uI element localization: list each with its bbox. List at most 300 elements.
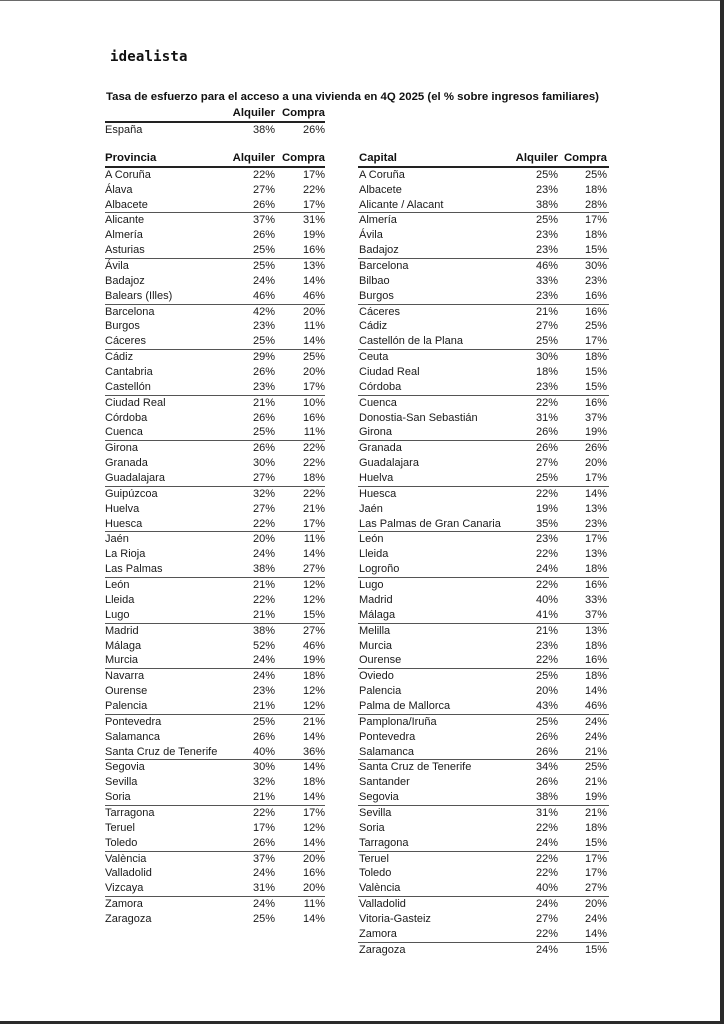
row-alquiler: 23% <box>535 639 558 652</box>
table-row <box>358 790 609 806</box>
compra-header: Compra <box>281 107 325 119</box>
row-name: Pontevedra <box>105 715 162 728</box>
row-alquiler: 21% <box>535 624 558 637</box>
row-compra: 17% <box>584 852 607 865</box>
row-compra: 24% <box>584 912 607 925</box>
row-compra: 14% <box>302 730 325 743</box>
row-name: Huesca <box>105 517 143 530</box>
table-row <box>358 897 609 912</box>
row-name: Jaén <box>105 533 129 546</box>
row-alquiler: 25% <box>252 426 275 439</box>
row-name: Toledo <box>105 836 138 849</box>
row-compra: 18% <box>584 183 607 196</box>
table-row <box>358 653 609 669</box>
row-compra: 25% <box>584 168 607 181</box>
row-name: Burgos <box>105 320 140 333</box>
row-name: Almería <box>105 229 143 242</box>
row-name: Lugo <box>359 579 384 592</box>
table-row <box>358 319 609 334</box>
row-compra: 20% <box>302 305 325 318</box>
row-name: Las Palmas de Gran Canaria <box>359 517 501 530</box>
row-compra: 16% <box>302 244 325 257</box>
row-name: Palencia <box>105 699 148 712</box>
row-compra: 17% <box>302 517 325 530</box>
row-alquiler: 20% <box>535 685 558 698</box>
row-compra: 18% <box>584 351 607 364</box>
row-name: València <box>359 882 401 895</box>
row-alquiler: 26% <box>252 411 275 424</box>
row-name: Zaragoza <box>105 912 152 925</box>
row-compra: 16% <box>584 305 607 318</box>
table-row <box>105 396 325 411</box>
table-row <box>358 259 609 274</box>
row-compra: 13% <box>584 548 607 561</box>
row-name: Las Palmas <box>105 563 163 576</box>
row-alquiler: 23% <box>252 380 275 393</box>
row-compra: 18% <box>584 563 607 576</box>
row-alquiler: 21% <box>252 579 275 592</box>
alquiler-header: Alquiler <box>515 152 558 164</box>
row-compra: 23% <box>584 517 607 530</box>
row-compra: 25% <box>584 761 607 774</box>
row-name: Sevilla <box>105 776 138 789</box>
row-compra: 20% <box>584 457 607 470</box>
table-row <box>358 425 609 441</box>
row-name: Salamanca <box>105 730 161 743</box>
table-row <box>105 836 325 852</box>
row-name: Ourense <box>359 654 402 667</box>
table-row <box>105 866 325 881</box>
table-row <box>358 168 609 183</box>
row-alquiler: 33% <box>535 274 558 287</box>
row-alquiler: 26% <box>252 836 275 849</box>
row-compra: 25% <box>302 351 325 364</box>
row-name: Ciudad Real <box>105 396 166 409</box>
table-row <box>358 715 609 730</box>
row-name: A Coruña <box>359 168 405 181</box>
row-name: Girona <box>359 426 393 439</box>
row-alquiler: 25% <box>252 335 275 348</box>
table-row <box>105 547 325 562</box>
table-row <box>105 745 325 761</box>
row-alquiler: 22% <box>535 852 558 865</box>
row-name: Vizcaya <box>105 882 144 895</box>
row-name: Huesca <box>359 487 397 500</box>
row-alquiler: 21% <box>252 791 275 804</box>
row-alquiler: 25% <box>252 715 275 728</box>
row-alquiler: 52% <box>252 639 275 652</box>
row-name: Ciudad Real <box>359 366 420 379</box>
row-name: Asturias <box>105 244 145 257</box>
idealista-logo: idealista <box>110 49 188 65</box>
row-compra: 46% <box>302 639 325 652</box>
row-name: Palencia <box>359 685 402 698</box>
row-alquiler: 22% <box>535 927 558 940</box>
row-compra: 28% <box>584 198 607 211</box>
row-compra: 16% <box>584 579 607 592</box>
row-compra: 21% <box>584 806 607 819</box>
table-row <box>358 441 609 456</box>
row-compra: 16% <box>584 289 607 302</box>
row-name: Barcelona <box>105 305 155 318</box>
row-compra: 27% <box>302 624 325 637</box>
table-row <box>105 305 325 320</box>
row-alquiler: 31% <box>535 411 558 424</box>
row-compra: 18% <box>584 639 607 652</box>
row-compra: 18% <box>584 229 607 242</box>
row-name: Alicante / Alacant <box>359 198 444 211</box>
row-compra: 17% <box>584 335 607 348</box>
row-name: Zamora <box>105 898 143 911</box>
row-compra: 14% <box>302 912 325 925</box>
row-compra: 11% <box>303 320 325 333</box>
table-row <box>105 259 325 274</box>
row-alquiler: 22% <box>535 654 558 667</box>
table-row <box>358 228 609 243</box>
row-name: Madrid <box>105 624 139 637</box>
table-row <box>105 168 325 183</box>
table-row <box>105 760 325 775</box>
row-compra: 12% <box>302 579 325 592</box>
table-row <box>105 639 325 654</box>
row-compra: 12% <box>302 699 325 712</box>
row-alquiler: 25% <box>535 670 558 683</box>
row-name: Cádiz <box>359 320 388 333</box>
row-compra: 21% <box>302 715 325 728</box>
row-compra: 33% <box>584 593 607 606</box>
table-row <box>105 471 325 487</box>
row-compra: 15% <box>302 608 325 621</box>
row-compra: 14% <box>584 927 607 940</box>
row-compra: 17% <box>302 806 325 819</box>
row-name: Donostia-San Sebastián <box>359 411 478 424</box>
table-row <box>105 653 325 669</box>
row-name: Málaga <box>105 639 142 652</box>
provincia-table <box>105 151 325 927</box>
row-alquiler: 40% <box>535 882 558 895</box>
row-name: León <box>359 533 384 546</box>
row-name: Segovia <box>105 761 145 774</box>
row-alquiler: 38% <box>535 791 558 804</box>
espana-row <box>105 123 325 138</box>
row-name: Segovia <box>359 791 399 804</box>
row-compra: 17% <box>302 168 325 181</box>
row-compra: 37% <box>584 608 607 621</box>
row-alquiler: 23% <box>535 244 558 257</box>
row-alquiler: 40% <box>535 593 558 606</box>
row-compra: 17% <box>584 867 607 880</box>
row-name: Castellón <box>105 380 151 393</box>
row-compra: 15% <box>584 836 607 849</box>
table-row <box>358 775 609 790</box>
row-alquiler: 26% <box>252 366 275 379</box>
row-alquiler: 34% <box>535 761 558 774</box>
row-compra: 20% <box>302 366 325 379</box>
row-alquiler: 26% <box>252 229 275 242</box>
row-name: Navarra <box>105 670 145 683</box>
table-row <box>358 639 609 654</box>
table-row <box>358 912 609 927</box>
row-alquiler: 27% <box>535 912 558 925</box>
table-row <box>105 198 325 214</box>
row-name: Teruel <box>105 821 135 834</box>
compra-header: Compra <box>563 152 607 164</box>
table-row <box>358 881 609 897</box>
table-row <box>358 334 609 350</box>
row-alquiler: 38% <box>252 563 275 576</box>
table-row <box>358 608 609 624</box>
table-row <box>105 411 325 426</box>
row-compra: 18% <box>584 821 607 834</box>
row-name: Santa Cruz de Tenerife <box>105 745 218 758</box>
row-alquiler: 24% <box>252 670 275 683</box>
row-name: Jaén <box>359 502 383 515</box>
row-compra: 12% <box>302 821 325 834</box>
table-row <box>358 547 609 562</box>
row-alquiler: 27% <box>252 472 275 485</box>
row-name: Cuenca <box>359 396 397 409</box>
espana-alquiler: 38% <box>252 123 275 136</box>
row-alquiler: 21% <box>252 608 275 621</box>
table-row <box>105 775 325 790</box>
row-name: Sevilla <box>359 806 392 819</box>
row-compra: 24% <box>584 730 607 743</box>
row-compra: 11% <box>303 898 325 911</box>
row-name: Madrid <box>359 593 393 606</box>
row-alquiler: 25% <box>252 244 275 257</box>
table-row <box>358 350 609 365</box>
row-compra: 17% <box>302 198 325 211</box>
row-compra: 11% <box>303 533 325 546</box>
row-name: Logroño <box>359 563 400 576</box>
row-compra: 19% <box>584 791 607 804</box>
row-compra: 17% <box>584 214 607 227</box>
table-row <box>105 425 325 441</box>
row-name: Cantabria <box>105 366 153 379</box>
table-row <box>105 243 325 259</box>
row-alquiler: 22% <box>535 396 558 409</box>
row-compra: 14% <box>302 274 325 287</box>
table-row <box>358 183 609 198</box>
table-row <box>105 213 325 228</box>
row-name: Oviedo <box>359 670 394 683</box>
row-alquiler: 46% <box>252 289 275 302</box>
row-compra: 46% <box>584 699 607 712</box>
row-alquiler: 24% <box>252 898 275 911</box>
table-row <box>105 228 325 243</box>
row-name: Badajoz <box>105 274 145 287</box>
table-row <box>358 669 609 684</box>
row-name: Huelva <box>359 472 394 485</box>
row-alquiler: 27% <box>252 502 275 515</box>
table-row <box>358 624 609 639</box>
row-name: Guadalajara <box>105 472 165 485</box>
table-row <box>105 684 325 699</box>
row-compra: 20% <box>584 898 607 911</box>
row-name: Pontevedra <box>359 730 416 743</box>
row-alquiler: 30% <box>252 761 275 774</box>
row-alquiler: 26% <box>535 730 558 743</box>
row-name: Valladolid <box>359 898 406 911</box>
row-alquiler: 26% <box>535 442 558 455</box>
row-alquiler: 42% <box>252 305 275 318</box>
row-name: Girona <box>105 442 139 455</box>
table-row <box>358 411 609 426</box>
row-alquiler: 22% <box>535 867 558 880</box>
row-alquiler: 24% <box>252 654 275 667</box>
row-alquiler: 40% <box>252 745 275 758</box>
row-alquiler: 27% <box>252 183 275 196</box>
table-row <box>105 852 325 867</box>
row-compra: 14% <box>302 548 325 561</box>
row-compra: 16% <box>302 411 325 424</box>
row-alquiler: 24% <box>535 836 558 849</box>
row-name: Cuenca <box>105 426 143 439</box>
row-compra: 27% <box>584 882 607 895</box>
row-alquiler: 25% <box>535 168 558 181</box>
row-alquiler: 22% <box>535 821 558 834</box>
row-alquiler: 21% <box>252 699 275 712</box>
row-name: Ávila <box>105 260 129 273</box>
table-row <box>105 380 325 396</box>
row-alquiler: 22% <box>252 517 275 530</box>
table-row <box>105 608 325 624</box>
row-compra: 18% <box>302 776 325 789</box>
row-alquiler: 22% <box>252 168 275 181</box>
row-alquiler: 26% <box>535 745 558 758</box>
row-alquiler: 31% <box>535 806 558 819</box>
row-name: Cáceres <box>359 305 400 318</box>
row-name: Lleida <box>105 593 135 606</box>
row-alquiler: 30% <box>252 457 275 470</box>
capital-rows <box>358 168 609 958</box>
row-compra: 22% <box>302 183 325 196</box>
row-alquiler: 22% <box>252 806 275 819</box>
capital-header: Capital <box>359 152 397 164</box>
table-row <box>105 517 325 533</box>
table-row <box>358 562 609 578</box>
table-row <box>358 517 609 533</box>
row-compra: 15% <box>584 244 607 257</box>
row-name: León <box>105 579 130 592</box>
espana-table <box>105 106 325 138</box>
compra-header: Compra <box>281 152 325 164</box>
table-row <box>105 487 325 502</box>
row-compra: 31% <box>302 214 325 227</box>
table-row <box>105 578 325 593</box>
table-row <box>358 578 609 593</box>
table-row <box>358 836 609 852</box>
table-row <box>105 183 325 198</box>
alquiler-header: Alquiler <box>232 107 275 119</box>
row-compra: 10% <box>302 396 325 409</box>
row-name: Lleida <box>359 548 389 561</box>
row-alquiler: 27% <box>535 457 558 470</box>
table-row <box>105 897 325 912</box>
row-alquiler: 26% <box>252 198 275 211</box>
row-compra: 14% <box>302 335 325 348</box>
row-alquiler: 21% <box>252 396 275 409</box>
row-compra: 14% <box>584 487 607 500</box>
provincia-header: Provincia <box>105 152 157 164</box>
row-alquiler: 25% <box>252 912 275 925</box>
row-alquiler: 26% <box>252 730 275 743</box>
row-alquiler: 26% <box>535 776 558 789</box>
row-name: Pamplona/Iruña <box>359 715 437 728</box>
row-name: Guipúzcoa <box>105 487 158 500</box>
table-row <box>105 699 325 715</box>
table-row <box>358 821 609 836</box>
table-row <box>358 198 609 214</box>
table-row <box>105 562 325 578</box>
row-alquiler: 24% <box>252 274 275 287</box>
row-name: Murcia <box>359 639 393 652</box>
row-alquiler: 23% <box>252 320 275 333</box>
row-name: Castellón de la Plana <box>359 335 463 348</box>
row-alquiler: 23% <box>252 685 275 698</box>
row-alquiler: 25% <box>535 472 558 485</box>
table-row <box>105 334 325 350</box>
table-row <box>105 502 325 517</box>
row-alquiler: 24% <box>535 943 558 956</box>
table-row <box>358 305 609 320</box>
row-name: Vitoria-Gasteiz <box>359 912 431 925</box>
table-row <box>105 456 325 471</box>
row-alquiler: 22% <box>535 487 558 500</box>
row-compra: 19% <box>584 426 607 439</box>
row-name: Tarragona <box>359 836 409 849</box>
row-compra: 19% <box>302 229 325 242</box>
row-name: Tarragona <box>105 806 155 819</box>
table-row <box>358 866 609 881</box>
capital-table <box>358 151 609 958</box>
row-alquiler: 19% <box>535 502 558 515</box>
row-compra: 18% <box>584 670 607 683</box>
table-row <box>358 927 609 943</box>
row-compra: 14% <box>302 791 325 804</box>
row-alquiler: 24% <box>252 867 275 880</box>
table-row <box>105 821 325 836</box>
row-name: Granada <box>359 442 402 455</box>
table-row <box>105 669 325 684</box>
table-row <box>358 456 609 471</box>
row-compra: 12% <box>302 685 325 698</box>
row-name: Badajoz <box>359 244 399 257</box>
row-name: Valladolid <box>105 867 152 880</box>
table-row <box>105 289 325 305</box>
row-name: Granada <box>105 457 148 470</box>
row-alquiler: 22% <box>252 593 275 606</box>
row-compra: 16% <box>302 867 325 880</box>
row-compra: 14% <box>584 685 607 698</box>
row-name: Zaragoza <box>359 943 406 956</box>
row-name: Lugo <box>105 608 130 621</box>
row-alquiler: 26% <box>535 426 558 439</box>
table-row <box>105 593 325 608</box>
row-name: València <box>105 852 147 865</box>
table-row <box>105 881 325 897</box>
row-compra: 14% <box>302 836 325 849</box>
row-name: Santander <box>359 776 410 789</box>
table-row <box>358 274 609 289</box>
row-alquiler: 20% <box>252 533 275 546</box>
table-row <box>105 624 325 639</box>
row-name: Salamanca <box>359 745 415 758</box>
row-alquiler: 23% <box>535 229 558 242</box>
row-alquiler: 22% <box>535 579 558 592</box>
alquiler-header: Alquiler <box>232 152 275 164</box>
row-compra: 17% <box>584 472 607 485</box>
